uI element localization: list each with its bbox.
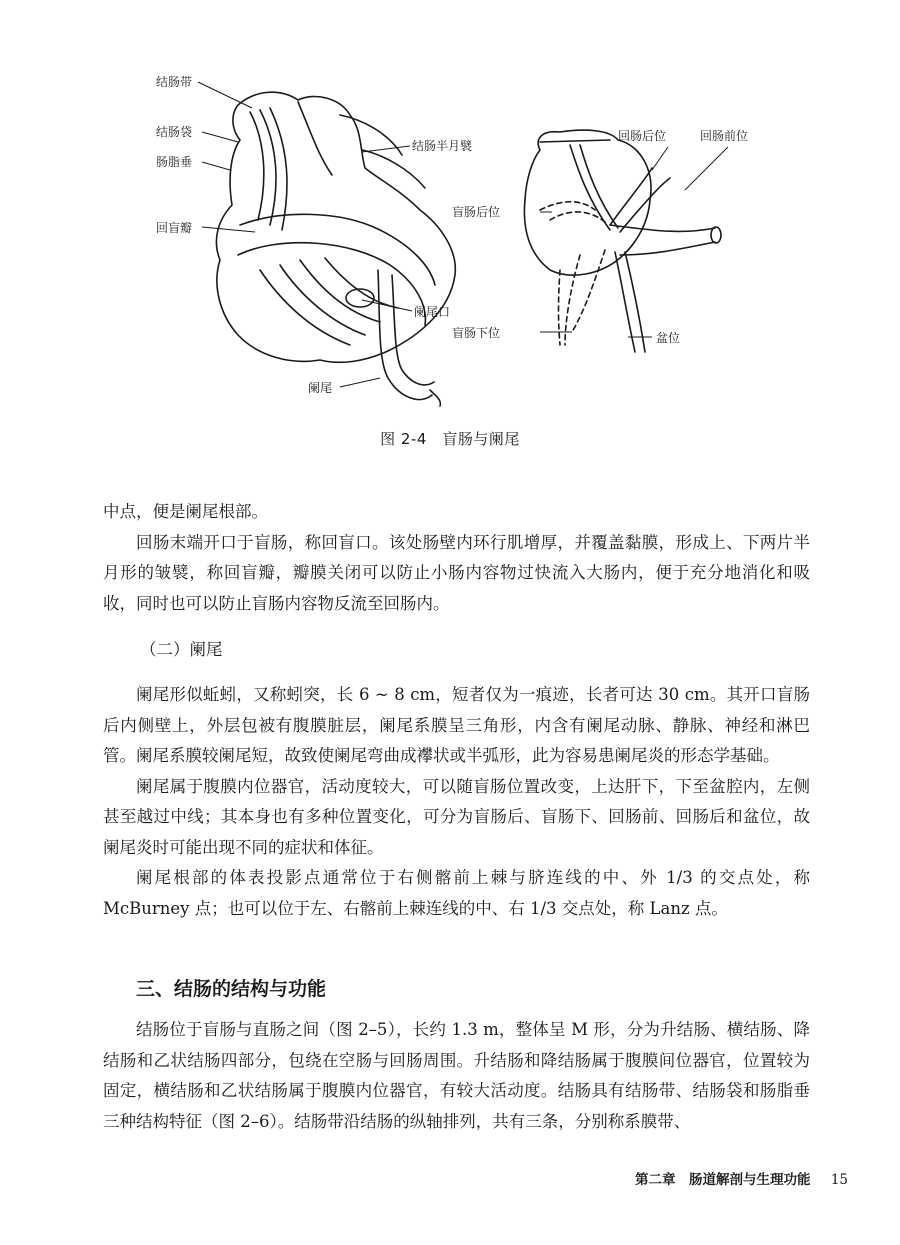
anatomy-illustration	[140, 60, 780, 420]
appendix-shape	[378, 270, 432, 400]
text-block-3	[103, 1015, 810, 1137]
ileocecal-valve-lower	[238, 243, 425, 325]
paragraph-appendix-position: 阑尾属于腹膜内位器官，活动度较大，可以随盲肠位置改变，上达肝下，下至盆腔内，左侧甚至越过中线；其本身也有多种位置变化，可分为盲肠后、盲肠下、回肠前、回肠后和盆位，故阑尾炎时可能出现不同的症状和体征。	[103, 776, 810, 857]
label-semilunar-folds: 结肠半月襞	[412, 139, 473, 153]
paragraph-colon: 结肠位于盲肠与直肠之间（图 2–5），长约 1.3 m，整体呈 M 形，分为升结肠、横结肠、降结肠和乙状结肠四部分，包绕在空肠与回肠周围。升结肠和降结肠属于腹膜间位器官，位置较为固定，横结肠和乙状结肠属于腹膜内位器官，有较大活动度。结肠具有结肠带、结肠袋和肠脂垂三种结构特征（图 2–6）。结肠带沿结肠的纵轴排列，共有三条，分别称系膜带、	[103, 1020, 810, 1131]
cecum-right-outline	[524, 130, 651, 275]
taenia-line	[250, 112, 264, 220]
label-epiploic-appendages: 肠脂垂	[156, 155, 193, 169]
paragraph-continuation: 中点，便是阑尾根部。	[103, 502, 268, 521]
cecum-outline	[216, 92, 455, 362]
figure-caption: 图 2-4 盲肠与阑尾	[380, 430, 520, 448]
figure-cecum-appendix	[140, 60, 780, 420]
paragraph-ileocecal: 回肠末端开口于盲肠，称回盲口。该处肠壁内环行肌增厚，并覆盖黏膜，形成上、下两片半月形的皱襞，称回盲瓣，瓣膜关闭可以防止小肠内容物过快流入大肠内，便于充分地消化和吸收，同时也可以防止盲肠内容物反流至回肠内。	[103, 532, 810, 613]
paragraph-mcburney: 阑尾根部的体表投影点通常位于右侧髂前上棘与脐连线的中、外 1/3 的交点处，称 McBurney 点；也可以位于左、右髂前上棘连线的中、右 1/3 交点处，称 Lanz 点。	[103, 868, 810, 918]
label-retrocecal: 盲肠后位	[452, 205, 501, 219]
ileum-lower	[620, 242, 715, 255]
paragraph-appendix-shape: 阑尾形似蚯蚓，又称蚓突，长 6 ~ 8 cm，短者仅为一痕迹，长者可达 30 cm。其开口盲肠后内侧壁上，外层包被有腹膜脏层，阑尾系膜呈三角形，内含有阑尾动脉、静脉、神经和淋巴管。阑尾系膜较阑尾短，故致使阑尾弯曲成襻状或半弧形，此为容易患阑尾炎的形态学基础。	[103, 685, 810, 765]
label-colic-band: 结肠带	[156, 75, 193, 89]
text-block-1	[103, 497, 810, 619]
label-appendix-orifice: 阑尾口	[414, 305, 451, 319]
label-retroileal: 回肠后位	[618, 129, 667, 143]
section-heading-colon: 三、结肠的结构与功能	[136, 978, 327, 1000]
preileal-appendix	[610, 168, 652, 225]
label-pelvic: 盆位	[656, 331, 681, 345]
page-footer	[635, 1168, 848, 1188]
label-preileal: 回肠前位	[700, 129, 749, 143]
subheading-appendix: （二）阑尾	[140, 640, 223, 659]
footer-chapter-title: 第二章 肠道解剖与生理功能	[635, 1172, 811, 1188]
label-ileocecal-valve: 回盲瓣	[156, 221, 193, 235]
label-subcecal: 盲肠下位	[452, 326, 501, 340]
subcecal-appendix	[572, 250, 605, 332]
label-appendix: 阑尾	[308, 381, 333, 395]
text-block-2	[103, 680, 810, 924]
label-haustra: 结肠袋	[156, 125, 193, 139]
page-number: 15	[830, 1172, 848, 1188]
